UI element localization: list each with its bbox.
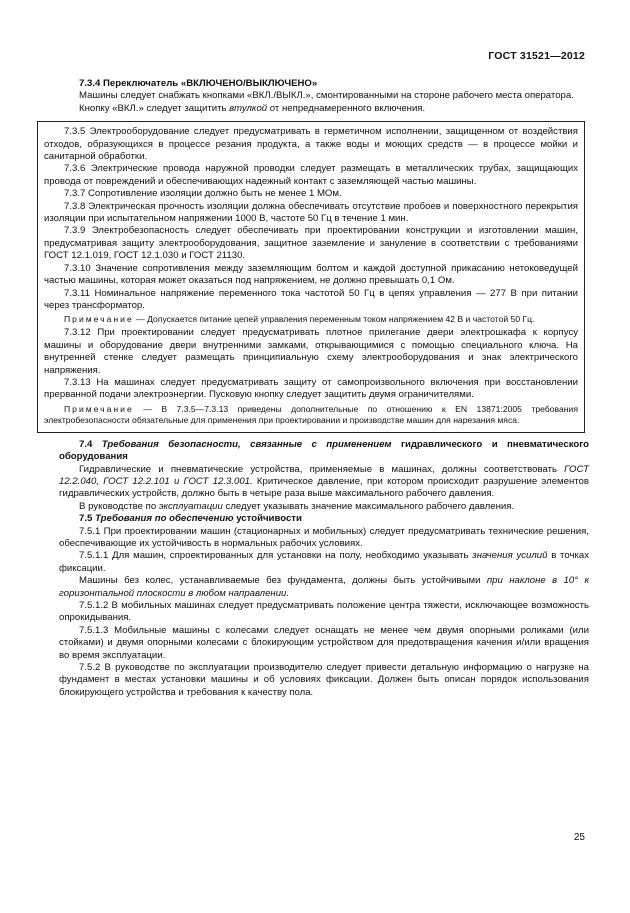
paragraph-no-wheels bbox=[59, 575, 589, 600]
text-span: от непреднамеренного включения. bbox=[267, 102, 426, 114]
text-span: Гидравлические и пневматические устройства, применяемые в машинах, должны соответствовать bbox=[79, 463, 565, 475]
document-code-header: ГОСТ 31521—2012 bbox=[488, 50, 585, 62]
page-content bbox=[44, 78, 590, 699]
heading-7-3-4: 7.3.4 Переключатель «ВКЛЮЧЕНО/ВЫКЛЮЧЕНО» bbox=[79, 78, 318, 89]
note-text: — Допускается питание цепей управления переменным током напряжением 42 В и частотой 50 Гц. bbox=[133, 314, 535, 325]
heading-7-4 bbox=[59, 439, 589, 464]
text-span: Машины без колес, устанавливаемые без фундамента, должны быть устойчивыми bbox=[79, 575, 487, 587]
emphasis-span: ГОСТ 12.2.040, ГОСТ 12.2.101 и ГОСТ 12.3.001. bbox=[59, 463, 589, 487]
paragraph-7-5-1-3: 7.5.1.3 Мобильные машины с колесами следует оснащать не менее чем двумя опорными роликами (или стойками) и двумя опорными колесами с блокирующим устройством для предотвращения качения и/или вращения во время эксплуатации. bbox=[59, 624, 589, 661]
note-2 bbox=[44, 404, 578, 426]
text-span: Критическое давление, при котором происходит разрушение элементов гидравлических устройств, должно быть в четыре раза выше максимального рабочего давления. bbox=[59, 475, 589, 500]
text-span: 7.5.1.1 Для машин, спроектированных для установки на полу, необходимо указывать bbox=[79, 550, 473, 562]
text-span: следует указывать значение максимального рабочего давления. bbox=[222, 500, 515, 512]
text-span: устойчивости bbox=[233, 513, 302, 525]
emphasis-span: Требования безопасности, связанные с применением bbox=[101, 438, 392, 450]
paragraph-7-3-8: 7.3.8 Электрическая прочность изоляции должна обеспечивать отсутствие пробоев и поверхностного перекрытия изоляции при испытательном напряжении 1000 В, частоте 50 Гц в течение 1 мин. bbox=[44, 200, 578, 225]
emphasis-span: при наклоне в 10° к горизонтальной плоскости в любом направлении. bbox=[59, 575, 590, 599]
text-span: В руководстве по bbox=[79, 500, 159, 512]
text-span: 7.4 bbox=[79, 438, 102, 450]
paragraph-7-3-12: 7.3.12 При проектировании следует предусматривать плотное прилегание двери электрошкафа к корпусу машины и оборудование двери внутренними замками, открывающимися с помощью специального ключа. На внутренней стенке следует размещать принципиальную схему электрооборудования и знак электрического напряжения. bbox=[44, 327, 578, 376]
note-label: Примечание bbox=[64, 314, 134, 325]
note-1 bbox=[44, 314, 578, 325]
note-label: Примечание bbox=[64, 403, 134, 414]
paragraph-7-4-2 bbox=[59, 501, 589, 513]
paragraph-7-5-2: 7.5.2 В руководстве по эксплуатации производителю следует привести детальную информацию о нагрузке на фундамент в местах установки машины и об условиях фиксации. Должен быть описан порядок использования блокирующего устройства и требования к качеству пола. bbox=[59, 662, 589, 698]
text-span: гидравлического и пневматического оборудования bbox=[59, 438, 589, 463]
paragraph-7-3-9: 7.3.9 Электробезопасность следует обеспечивать при проектировании конструкции и изготовлении машин, предусматривая защиту электрооборудования, защитное заземление и зануление в соответствии с требованиями ГОСТ 12.1.019, ГОСТ 12.1.030 и ГОСТ 21130. bbox=[44, 225, 578, 262]
paragraph-7-3-13: 7.3.13 На машинах следует предусматривать защиту от самопроизвольного включения при восстановлении прерванной подачи электроэнергии. Пусковую кнопку следует защитить двумя ограничителями. bbox=[44, 376, 578, 401]
emphasis-span: Требования по обеспечению bbox=[95, 513, 234, 525]
text-span: в точках фиксации. bbox=[59, 550, 589, 574]
paragraph-7-3-11: 7.3.11 Номинальное напряжение переменного тока частотой 50 Гц в цепях управления — 277 В при питании через трансформатор. bbox=[44, 287, 578, 311]
paragraph-7-5-1-1 bbox=[59, 550, 589, 575]
emphasis-span: втулкой bbox=[229, 102, 268, 114]
paragraph-7-4-1 bbox=[59, 464, 589, 501]
paragraph-7-3-7: 7.3.7 Сопротивление изоляции должно быть не менее 1 МОм. bbox=[64, 188, 342, 200]
page-number: 25 bbox=[573, 832, 585, 843]
paragraph-7-3-4-1: Машины следует снабжать кнопками «ВКЛ./ВЫКЛ.», смонтированными на стороне рабочего места оператора. bbox=[79, 90, 574, 102]
paragraph-7-3-10: 7.3.10 Значение сопротивления между заземляющим болтом и каждой доступной прикасанию нетоковедущей частью машины, которая может оказаться под напряжением, не должно превышать 0,1 Ом. bbox=[44, 262, 578, 287]
paragraph-7-3-5: 7.3.5 Электрооборудование следует предусматривать в герметичном исполнении, защищенном от воздействия отходов, образующихся в процессе резания продукта, а также воды и моющих средств — в процессе мойки и санитарной обработки. bbox=[44, 126, 578, 163]
paragraph-7-5-1: 7.5.1 При проектировании машин (стационарных и мобильных) следует предусматривать технические решения, обеспечивающие их устойчивость в нормальных рабочих условиях. bbox=[59, 525, 589, 549]
paragraph-7-5-1-2: 7.5.1.2 В мобильных машинах следует предусматривать положение центра тяжести, исключающее возможность опрокидывания. bbox=[59, 600, 589, 624]
text-span: Кнопку «ВКЛ.» следует защитить bbox=[79, 102, 230, 114]
paragraph-7-3-6: 7.3.6 Электрические провода наружной проводки следует размещать в металлических трубах, защищающих провода от повреждений и обеспечивающих надежный контакт с заземляющей частью машины. bbox=[44, 163, 578, 187]
emphasis-span: эксплуатации bbox=[158, 500, 223, 512]
heading-7-5 bbox=[59, 513, 589, 525]
text-span: 7.5 bbox=[79, 513, 96, 525]
electrical-requirements-box bbox=[37, 121, 585, 433]
note-text: — В 7.3.5—7.3.13 приведены дополнительные по отношению к EN 13871:2005 требования электробезопасности обязательные для применения при проектировании и производстве машин для нарезания мяса. bbox=[44, 403, 578, 425]
paragraph-7-3-4-2 bbox=[59, 103, 589, 115]
emphasis-span: значения усилий bbox=[472, 550, 548, 562]
